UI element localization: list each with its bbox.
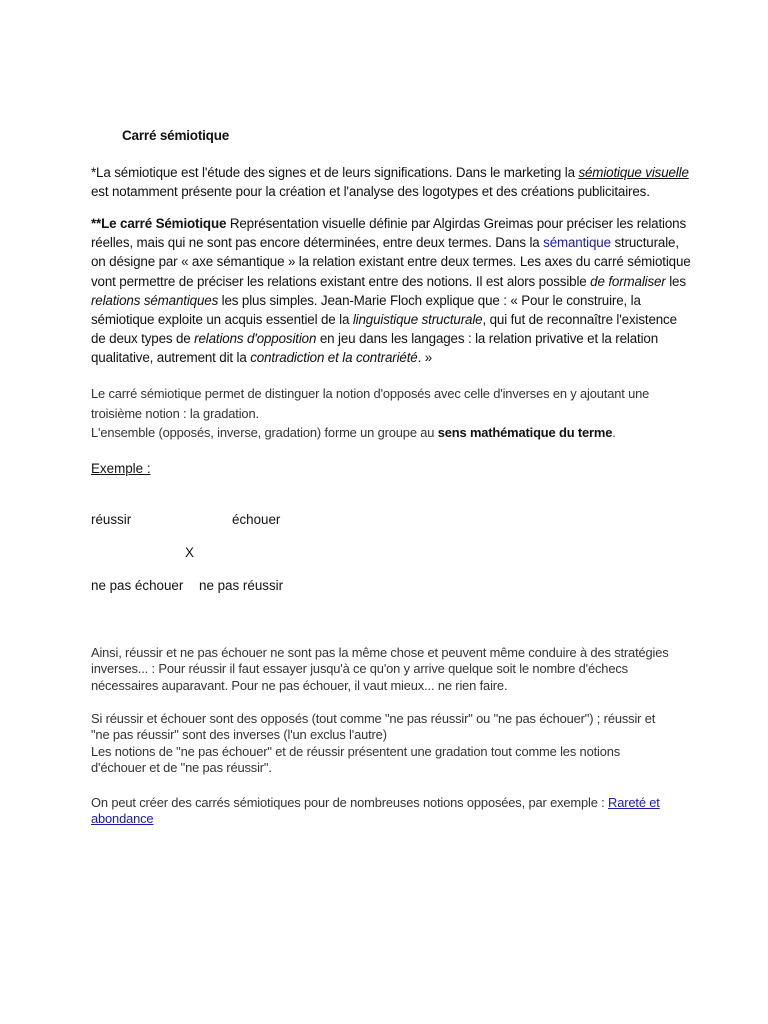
relations-semantiques-text: relations sémantiques bbox=[91, 292, 219, 308]
carre-line-8-end: . » bbox=[417, 350, 433, 366]
carre-line-6-end: , qui fut de reconnaître l'existence bbox=[482, 312, 677, 328]
example-label: Exemple : bbox=[91, 461, 151, 476]
intro-paragraph bbox=[91, 163, 689, 201]
semiotique-visuelle-link[interactable]: sémiotique visuelle bbox=[578, 165, 689, 180]
intro-line-2: est notamment présente pour la création et l'analyse des logotypes et des créations publicitaires. bbox=[91, 184, 650, 200]
carre-line-7: de deux types de bbox=[91, 331, 195, 347]
si-line-4: d'échouer et de "ne pas réussir". bbox=[91, 760, 272, 776]
ainsi-paragraph bbox=[91, 645, 681, 694]
final-paragraph bbox=[91, 795, 681, 828]
carre-line-6: sémiotique exploite un acquis essentiel de la bbox=[91, 312, 353, 328]
intro-text: *La sémiotique est l'étude des signes et de leurs significations. Dans le marketing la bbox=[91, 165, 579, 180]
example-reussir: réussir bbox=[91, 512, 132, 527]
gradation-line-3-end: . bbox=[612, 425, 616, 440]
carre-line-3: on désigne par « axe sémantique » la relation existant entre deux termes. Les axes du carré sémiotique bbox=[91, 254, 691, 270]
carre-line-4: vont permettre de préciser les relations existant entre des notions. Il est alors possible bbox=[91, 273, 591, 289]
semantique-link[interactable]: sémantique bbox=[543, 235, 611, 251]
carre-line-1: Représentation visuelle définie par Algirdas Greimas pour préciser les relations bbox=[226, 216, 687, 231]
contradiction-text: contradiction et la contrariété bbox=[250, 350, 418, 366]
gradation-paragraph bbox=[91, 384, 681, 443]
carre-heading: **Le carré Sémiotique bbox=[91, 216, 227, 231]
carre-line-4-end: les bbox=[665, 273, 686, 289]
final-line-1: On peut créer des carrés sémiotiques pour de nombreuses notions opposées, par exemple : bbox=[91, 795, 609, 810]
example-ne-pas-echouer: ne pas échouer bbox=[91, 578, 184, 593]
ainsi-line-1: Ainsi, réussir et ne pas échouer ne sont pas la même chose et peuvent même conduire à des stratégies bbox=[91, 645, 669, 660]
si-paragraph bbox=[91, 711, 681, 777]
carre-line-2: réelles, mais qui ne sont pas encore déterminées, entre deux termes. Dans la bbox=[91, 235, 544, 251]
example-ne-pas-reussir: ne pas réussir bbox=[199, 578, 284, 593]
example-echouer: échouer bbox=[232, 512, 281, 527]
gradation-line-1: Le carré sémiotique permet de distinguer la notion d'opposés avec celle d'inverses en y ajoutant une bbox=[91, 386, 650, 401]
gradation-line-2: troisième notion : la gradation. bbox=[91, 405, 259, 421]
si-line-1: Si réussir et échouer sont des opposés (tout comme "ne pas réussir" ou "ne pas échouer") ; réussir et bbox=[91, 711, 656, 726]
carre-paragraph bbox=[91, 214, 691, 368]
carre-line-7-end: en jeu dans les langages : la relation privative et la relation bbox=[316, 331, 659, 347]
ainsi-line-2: inverses... : Pour réussir il faut essayer jusqu'à ce qu'on y arrive quelque soit le nombre d'échecs bbox=[91, 661, 628, 677]
rarete-link[interactable]: Rareté et bbox=[608, 795, 660, 810]
si-line-3: Les notions de "ne pas échouer" et de réussir présentent une gradation tout comme les notions bbox=[91, 743, 621, 759]
si-line-2: "ne pas réussir" sont des inverses (l'un exclus l'autre) bbox=[91, 727, 387, 743]
relations-opposition-text: relations d'opposition bbox=[194, 331, 317, 347]
gradation-line-3: L'ensemble (opposés, inverse, gradation) forme un groupe au bbox=[91, 425, 438, 440]
carre-line-8: qualitative, autrement dit la bbox=[91, 350, 251, 366]
ainsi-line-3: nécessaires auparavant. Pour ne pas échouer, il vaut mieux... ne rien faire. bbox=[91, 677, 508, 693]
carre-line-2-end: structurale, bbox=[610, 235, 679, 251]
linguistique-structurale-text: linguistique structurale bbox=[352, 312, 483, 328]
de-formaliser-text: de formaliser bbox=[590, 273, 666, 289]
carre-line-5: les plus simples. Jean-Marie Floch explique que : « Pour le construire, la bbox=[218, 292, 641, 308]
page-title: Carré sémiotique bbox=[122, 128, 230, 143]
abondance-link[interactable]: abondance bbox=[91, 811, 154, 827]
sens-mathematique-text: sens mathématique du terme bbox=[437, 425, 613, 440]
example-x: X bbox=[185, 545, 194, 560]
